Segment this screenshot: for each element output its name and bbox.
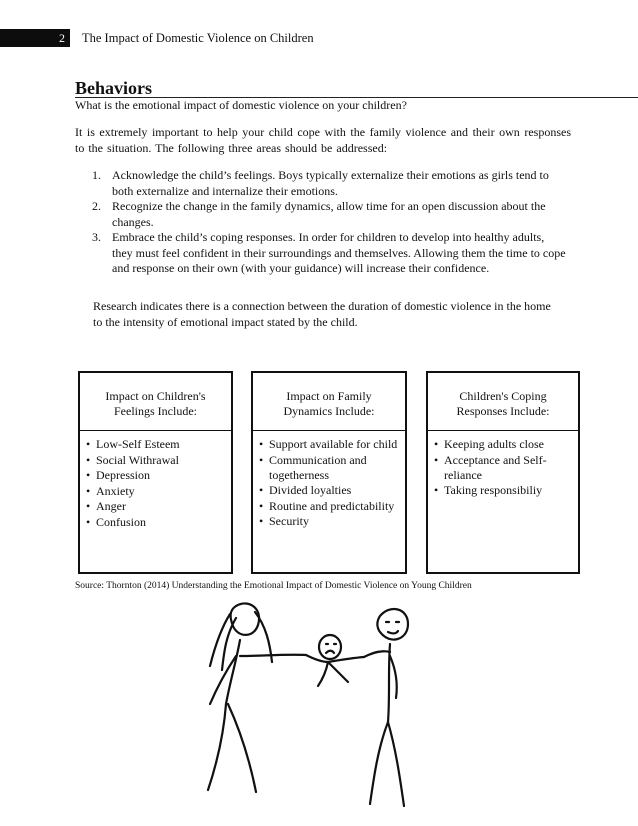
list-item: • Communication and togetherness xyxy=(259,453,401,483)
coping-heading-line2: Responses Include: xyxy=(456,404,550,418)
list-item: • Confusion xyxy=(86,515,227,530)
coping-heading-line1: Children's Coping xyxy=(459,389,547,403)
running-head-title: The Impact of Domestic Violence on Children xyxy=(82,31,314,45)
step-text: Recognize the change in the family dynamics, allow time for an open discussion about the changes. xyxy=(112,199,546,229)
coping-list xyxy=(434,437,574,499)
section-title: Behaviors xyxy=(75,78,153,98)
section-question: What is the emotional impact of domestic violence on your children? xyxy=(75,98,407,112)
step-item xyxy=(92,199,567,230)
list-item: • Social Withrawal xyxy=(86,453,227,468)
list-item: • Support available for child xyxy=(259,437,401,452)
step-number: 2. xyxy=(92,199,101,213)
feelings-heading-line2: Feelings Include: xyxy=(114,404,197,418)
list-item: • Anger xyxy=(86,499,227,514)
list-item: • Keeping adults close xyxy=(434,437,574,452)
father-figure xyxy=(364,609,408,806)
mother-figure xyxy=(208,603,306,792)
feelings-box xyxy=(78,371,233,574)
list-item: • Divided loyalties xyxy=(259,483,401,498)
step-text: Embrace the child’s coping responses. In order for children to develop into healthy adults, they must feel confident in their surroundings and themselves. Allowing them the time to cope and response on their own (with your guidance) will increase their confidence. xyxy=(112,230,566,275)
stick-figure-tug-of-war-drawing xyxy=(200,600,440,822)
feelings-heading-line1: Impact on Children's xyxy=(105,389,206,403)
source-citation: Source: Thornton (2014) Understanding the Emotional Impact of Domestic Violence on Young Children xyxy=(75,581,472,591)
family-box-heading xyxy=(253,373,405,431)
child-figure xyxy=(306,635,364,686)
family-heading-line1: Impact on Family xyxy=(286,389,372,403)
steps-list xyxy=(92,168,567,277)
list-item: • Security xyxy=(259,514,401,529)
coping-box xyxy=(426,371,580,574)
list-item: • Taking responsibiliy xyxy=(434,483,574,498)
step-number: 1. xyxy=(92,168,101,182)
list-item: • Anxiety xyxy=(86,484,227,499)
list-item: • Routine and predictability xyxy=(259,499,401,514)
family-list xyxy=(259,437,401,530)
family-heading-line2: Dynamics Include: xyxy=(283,404,375,418)
step-text: Acknowledge the child’s feelings. Boys typically externalize their emotions as girls tend to both externalize and internalize their emotions. xyxy=(112,168,549,198)
family-dynamics-box xyxy=(251,371,407,574)
research-paragraph: Research indicates there is a connection between the duration of domestic violence in the home to the intensity of emotional impact stated by the child. xyxy=(93,299,551,329)
step-number: 3. xyxy=(92,230,101,244)
feelings-list xyxy=(86,437,227,530)
intro-paragraph: It is extremely important to help your child cope with the family violence and their own responses to the situation. The following three areas should be addressed: xyxy=(75,125,571,155)
coping-box-heading xyxy=(428,373,578,431)
step-item xyxy=(92,230,567,277)
step-item xyxy=(92,168,567,199)
page-number: 2 xyxy=(59,31,65,45)
list-item: • Low-Self Esteem xyxy=(86,437,227,452)
feelings-box-heading xyxy=(80,373,231,431)
list-item: • Depression xyxy=(86,468,227,483)
list-item: • Acceptance and Self-reliance xyxy=(434,453,574,483)
